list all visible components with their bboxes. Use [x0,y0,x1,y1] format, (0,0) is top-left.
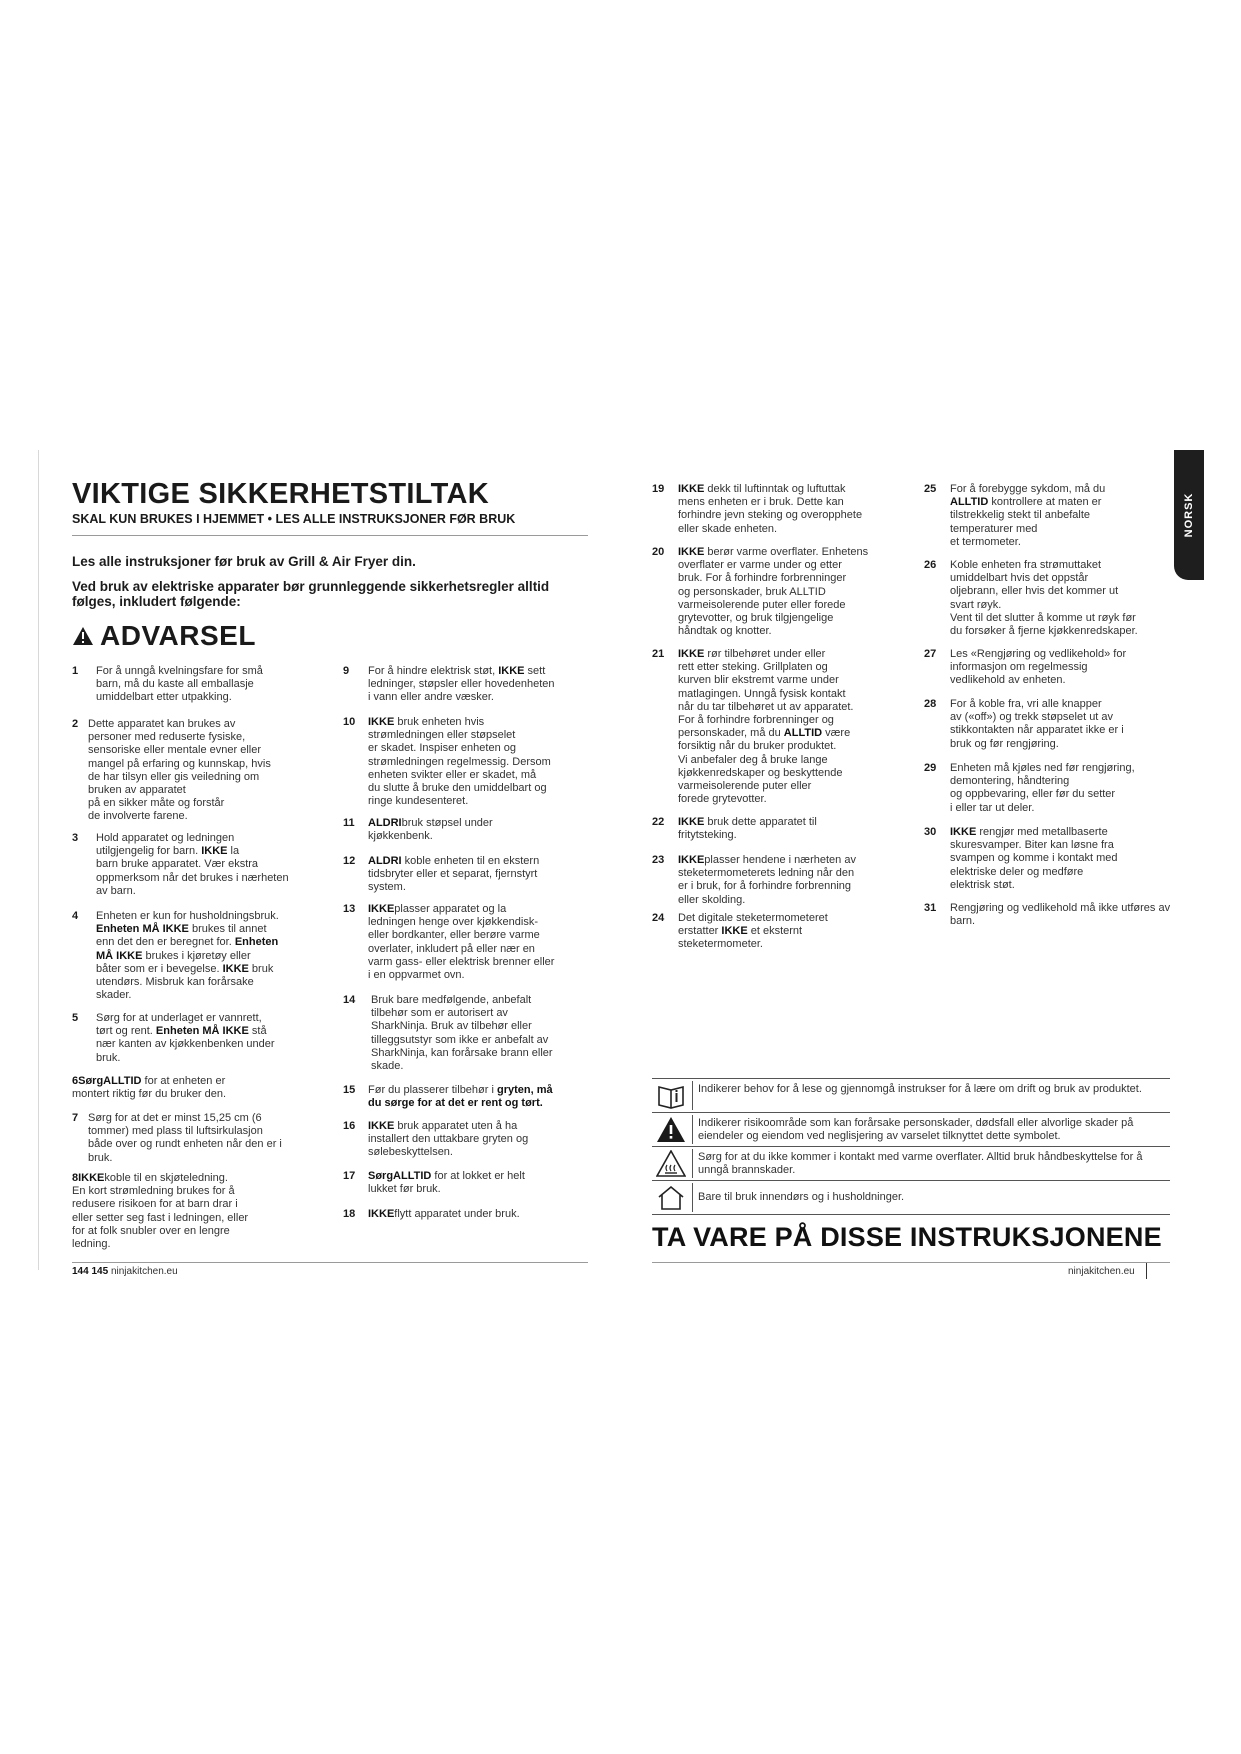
footer-bar [1146,1263,1147,1279]
footer-url-left: ninjakitchen.eu [110,1266,178,1277]
safety-item-1: 1 For å unngå kvelningsfare for små barn, må du kaste all emballasje umiddelbart etter utpakking. [72,665,263,704]
safety-item-16: 16 IKKE bruk apparatet uten å ha installert den uttakbare gryten og sølebeskyttelsen. [343,1120,529,1159]
safety-item-5: 5 Sørg for at underlaget er vannrett, tørt og rent. Enheten MÅ IKKE stå nær kanten av kjøkkenbenken under bruk. [72,1012,275,1064]
safety-item-26: 26 Koble enheten fra strømuttaket umiddelbart hvis det oppstår oljebrann, eller hvis det kommer ut svart røyk. Vent til det slutter å komme ut røyk før du forsøker å fjerne kjøkkenredskaper. [924,559,1138,638]
safety-item-13: 13 IKKEplasser apparatet og la ledningen henge over kjøkkendisk- eller bordkanter, eller berøre varme overlater, inkludert på eller nær en varm gass- eller elektrisk brenner eller i en oppvarmet ovn. [343,903,555,982]
safety-item-20: 20 IKKE berør varme overflater. Enhetens overflater er varme under og etter bruk. For å forhindre forbrenninger og personskader, bruk ALLTID varmeisolerende puter eller forede grytevotter, og bruk tilgjengelige håndtak og knotter. [652,546,869,638]
safety-item-17: 17 SørgALLTID for at lokket er helt lukket før bruk. [343,1170,525,1196]
safety-item-6: 6SørgALLTID for at enheten er montert riktig før du bruker den. [72,1075,227,1101]
safety-item-3: 3 Hold apparatet og ledningen utilgjengelig for barn. IKKE la barn bruke apparatet. Vær ekstra oppmerksom når det brukes i nærheten av barn. [72,832,289,897]
safety-item-9: 9 For å hindre elektrisk støt, IKKE sett ledninger, støpsler eller hovedenheten i vann eller andre væsker. [343,665,555,704]
footer-left [72,1266,178,1277]
symbol-text: Indikerer risikoområde som kan forårsake personskader, dødsfall eller alvorlige skader på eiendeler og eiendom ved neglisjering av varselet tilknyttet dette symbolet. [698,1117,1134,1142]
safety-item-10: 10 IKKE bruk enheten hvis strømledningen eller støpselet er skadet. Inspiser enheten og strømledningen regelmessig. Dersom enheten svikter eller er skadet, må du slutte å bruke den umiddelbart og ringe kundesenteret. [343,716,551,808]
safety-item-11: 11 ALDRIbruk støpsel under kjøkkenbenk. [343,817,493,843]
symbol-row [652,1147,1170,1181]
warning-triangle-icon [72,626,94,646]
safety-item-8: 8IKKEkoble til en skjøteledning. En kort strømledning brukes for å redusere risikoen for at barn drar i eller setter seg fast i ledningen, eller for at folk snubler over en lengre ledning. [72,1172,249,1251]
safety-item-18: 18 IKKEflytt apparatet under bruk. [343,1208,520,1220]
symbols-table [652,1078,1170,1215]
warning-heading [72,620,256,652]
safety-item-27: 27 Les «Rengjøring og vedlikehold» for informasjon om regelmessig vedlikehold av enheten. [924,648,1127,687]
symbol-text: Sørg for at du ikke kommer i kontakt med varme overflater. Alltid bruk håndbeskyttelse for å unngå brannskader. [698,1151,1143,1176]
title-divider [72,535,588,536]
symbol-row [652,1113,1170,1147]
safety-item-12: 12 ALDRI koble enheten til en ekstern tidsbryter eller et separat, fjernstyrt system. [343,855,540,894]
symbol-row [652,1181,1170,1215]
page-numbers: 144 145 [72,1266,109,1277]
symbol-text: Indikerer behov for å lese og gjennomgå instrukser for å lære om drift og bruk av produktet. [698,1083,1142,1095]
house-icon [656,1184,686,1211]
safety-item-25: 25 For å forebygge sykdom, må du ALLTID kontrollere at maten er tilstrekkelig stekt til anbefalte temperaturer med et termometer. [924,483,1106,548]
intro-text-2: Ved bruk av elektriske apparater bør grunnleggende sikkerhetsregler alltid følges, inkludert følgende: [72,579,550,609]
footer-divider-left [72,1262,588,1263]
safety-item-28: 28 For å koble fra, vri alle knapper av («off») og trekk støpselet ut av stikkontakten når apparatet ikke er i bruk og før rengjøring. [924,698,1124,750]
safety-item-7: 7 Sørg for at det er minst 15,25 cm (6 tommer) med plass til luftsirkulasjon både over og rundt enheten når den er i bruk. [72,1112,282,1164]
symbol-row [652,1078,1170,1113]
safety-item-23: 23 IKKEplasser hendene i nærheten av steketermometerets ledning når den er i bruk, for å forhindre forbrenning eller skolding. [652,854,856,906]
symbol-text: Bare til bruk innendørs og i husholdninger. [698,1191,905,1203]
safety-item-30: 30 IKKE rengjør med metallbaserte skuresvamper. Biter kan løsne fra svampen og komme i kontakt med elektriske deler og medføre elektrisk støt. [924,826,1118,891]
keep-instructions-title: TA VARE PÅ DISSE INSTRUKSJONENE [652,1222,1162,1252]
language-tab [1174,450,1204,580]
safety-item-15: 15 Før du plasserer tilbehør i gryten, må du sørge for at det er rent og tørt. [343,1084,553,1110]
safety-item-22: 22 IKKE bruk dette apparatet til fritytsteking. [652,816,817,842]
safety-item-4: 4 Enheten er kun for husholdningsbruk. Enheten MÅ IKKE brukes til annet enn det den er beregnet for. Enheten MÅ IKKE brukes i kjøretøy eller båter som er i bevegelse. IKKE bruk utendørs. Misbruk kan forårsake skader. [72,910,279,1002]
page-title: VIKTIGE SIKKERHETSTILTAK [72,478,489,510]
safety-item-14: 14 Bruk bare medfølgende, anbefalt tilbehør som er autorisert av SharkNinja. Bruk av tilbehør eller tilleggsutstyr som ikke er anbefalt av SharkNinja, kan forårsake brann eller skade. [343,994,553,1073]
safety-item-31: 31 Rengjøring og vedlikehold må ikke utføres av barn. [924,902,1171,928]
language-tab-label: NORSK [1183,492,1195,538]
safety-item-19: 19 IKKE dekk til luftinntak og luftuttak mens enheten er i bruk. Dette kan forhindre jevn steking og overopphete eller skade enheten. [652,483,863,535]
safety-item-2: 2 Dette apparatet kan brukes av personer med reduserte fysiske, sensoriske eller mentale evner eller mangel på erfaring og kunnskap, hvis de har tilsyn eller gis veiledning om bruken av apparatet på en sikker måte og forstår de involverte farene. [72,718,271,823]
manual-icon [656,1082,686,1109]
safety-item-29: 29 Enheten må kjøles ned før rengjøring, demontering, håndtering og oppbevaring, eller før du setter i eller tar ut deler. [924,762,1135,814]
safety-item-21: 21 IKKE rør tilbehøret under eller rett etter steking. Grillplaten og kurven blir ekstremt varme under matlagingen. Unngå fysisk kontakt når du tar tilbehøret ut av apparatet. For å forhindre forbrenninger og personskader, må du ALLTID være forsiktig når du bruker produktet. Vi anbefaler deg å bruke lange kjøkkenredskaper og beskyttende varmeisolerende puter eller forede grytevotter. [652,648,854,806]
warning-triangle-icon [656,1116,686,1143]
hot-surface-icon [656,1150,686,1177]
warning-heading-text: ADVARSEL [100,620,256,651]
page-margin-line [38,450,39,1270]
page-subtitle: SKAL KUN BRUKES I HJEMMET • LES ALLE INSTRUKSJONER FØR BRUK [72,512,516,526]
intro-text-1: Les alle instruksjoner før bruk av Grill & Air Fryer din. [72,554,416,569]
footer-divider-right [652,1262,1170,1263]
footer-url-right: ninjakitchen.eu [1068,1266,1135,1277]
safety-item-24: 24 Det digitale steketermometeret erstatter IKKE et eksternt steketermometer. [652,912,828,951]
